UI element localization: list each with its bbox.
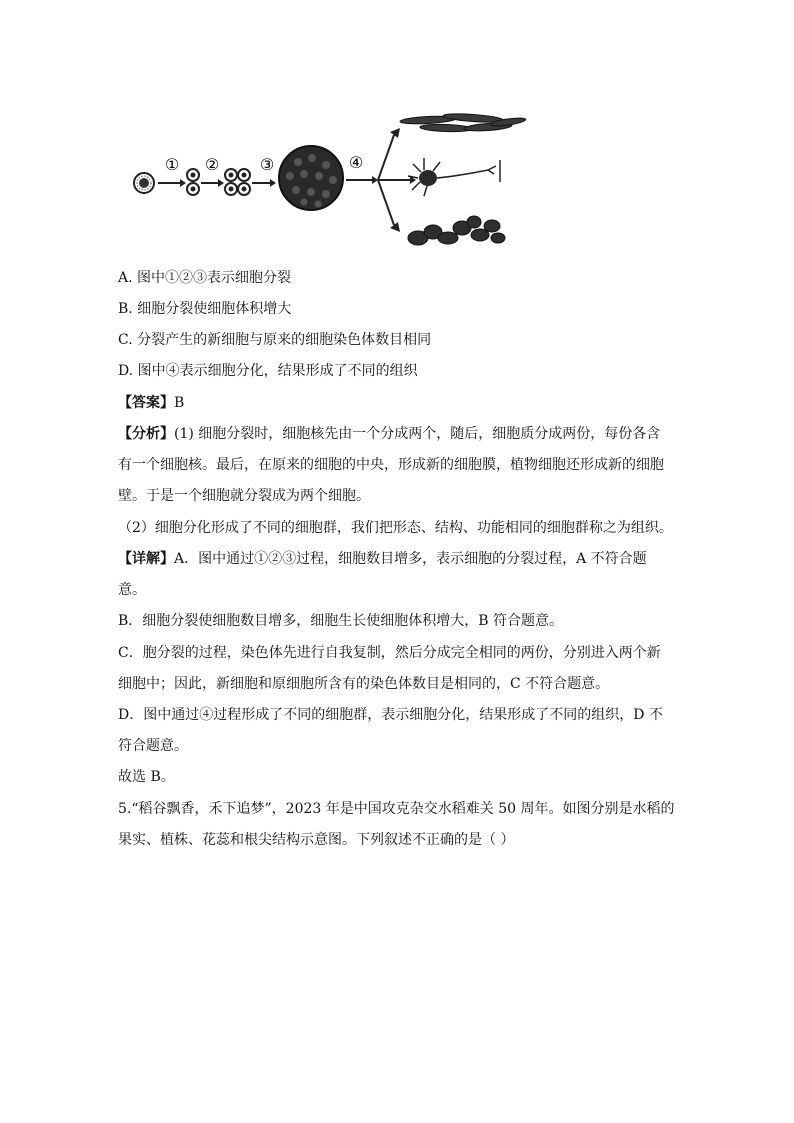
four-cells: [225, 169, 250, 195]
step-label-1: ①: [164, 155, 180, 174]
detail-line-2: 意。: [118, 582, 146, 598]
analysis-line-3: 壁。于是一个细胞就分裂成为两个细胞。: [118, 488, 370, 504]
answer-tag: 【答案】: [118, 395, 174, 411]
analysis-line-1: [118, 424, 678, 444]
detail-line-5: 细胞中；因此，新细胞和原细胞所含有的染色体数目是相同的，C 不符合题意。: [118, 676, 610, 692]
nerve-cell: [408, 158, 500, 196]
step-label-4: ④: [348, 153, 364, 172]
arrow-4-head: [372, 176, 378, 184]
analysis-line-2: 有一个细胞核。最后，在原来的细胞的中央，形成新的细胞膜，植物细胞还形成新的细胞: [118, 457, 664, 473]
muscle-tissue: [400, 112, 526, 132]
step-label-3: ③: [259, 155, 275, 174]
answer-line: [118, 393, 678, 413]
branch-arrow-bottom-head: [390, 222, 400, 232]
analysis-text-1: (1) 细胞分裂时，细胞核先由一个分成两个，随后，细胞质分成两份，每份各含: [174, 426, 661, 442]
analysis-tag: 【分析】: [118, 426, 174, 442]
answer-value: B: [174, 395, 185, 411]
arrow-3-head: [270, 179, 276, 187]
detail-text-1: A．图中通过①②③过程，细胞数目增多，表示细胞的分裂过程，A 不符合题: [174, 551, 647, 567]
cell-mass: [279, 146, 343, 210]
arrow-1-head: [180, 179, 186, 187]
detail-line-4: C．胞分裂的过程，染色体先进行自我复制，然后分成完全相同的两份，分别进入两个新: [118, 645, 661, 661]
arrow-2-head: [218, 179, 224, 187]
detail-line-7: 符合题意。: [118, 738, 188, 754]
other-tissue: [408, 216, 505, 245]
option-d: D. 图中④表示细胞分化，结果形成了不同的组织: [118, 363, 418, 379]
detail-line-1: [118, 549, 678, 569]
step-label-2: ②: [204, 155, 220, 174]
two-cells: [187, 169, 199, 195]
detail-tag: 【详解】: [118, 551, 174, 567]
detail-line-3: B．细胞分裂使细胞数目增多，细胞生长使细胞体积增大，B 符合题意。: [118, 613, 564, 629]
option-b: B. 细胞分裂使细胞体积增大: [118, 301, 292, 317]
cell-division-svg: [128, 110, 528, 250]
detail-line-8: 故选 B。: [118, 769, 175, 785]
question-5-line-2: 果实、植株、花蕊和根尖结构示意图。下列叙述不正确的是（ ）: [118, 832, 515, 848]
analysis-line-4: （2）细胞分化形成了不同的细胞群，我们把形态、结构、功能相同的细胞群称之为组织。: [118, 520, 673, 536]
option-a: A. 图中①②③表示细胞分裂: [118, 270, 292, 286]
detail-line-6: D．图中通过④过程形成了不同的细胞群，表示细胞分化，结果形成了不同的组织，D 不: [118, 707, 663, 723]
option-c: C. 分裂产生的新细胞与原来的细胞染色体数目相同: [118, 332, 432, 348]
single-cell: [134, 173, 154, 193]
question-5-line-1: 5.“稻谷飘香，禾下追梦”，2023 年是中国攻克杂交水稻难关 50 周年。如图分别是水稻的: [118, 801, 675, 817]
branch-arrows: [378, 135, 410, 225]
cell-division-diagram: [128, 110, 528, 250]
branch-arrow-top-head: [390, 128, 400, 138]
